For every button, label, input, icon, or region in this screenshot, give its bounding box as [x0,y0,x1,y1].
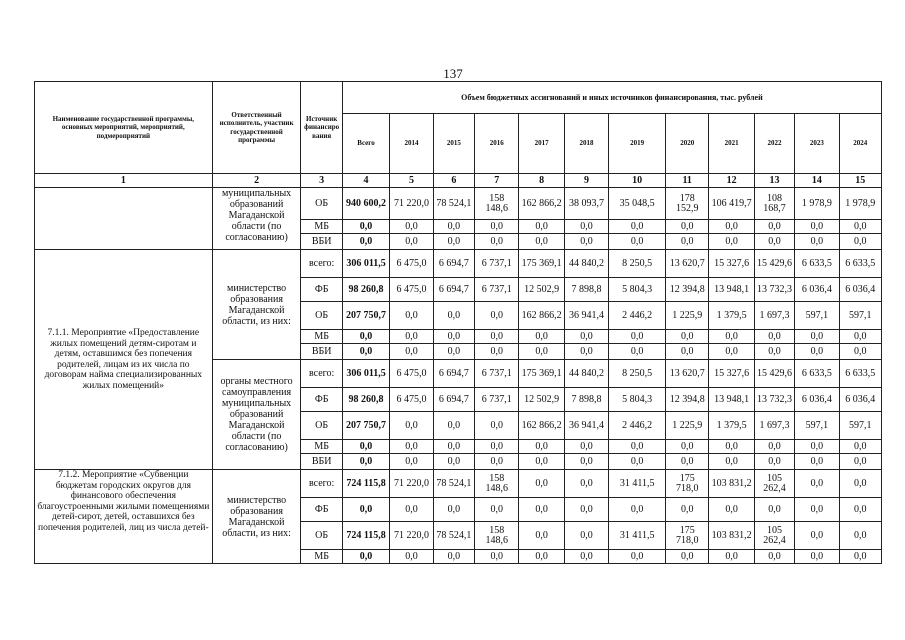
value-year: 0,0 [433,550,474,564]
value-year: 0,0 [474,330,518,344]
value-year: 1 225,9 [666,302,709,330]
value-year: 0,0 [519,330,564,344]
value-year: 15 327,6 [709,360,754,388]
value-year: 0,0 [474,454,518,470]
value-year: 0,0 [564,440,608,454]
value-total: 306 011,5 [342,360,390,388]
value-year: 105 262,4 [754,470,794,498]
value-year: 0,0 [390,412,433,440]
value-year: 6 475,0 [390,388,433,412]
column-number: 11 [666,174,709,188]
value-year: 6 694,7 [433,278,474,302]
table-row [35,188,882,220]
value-total: 207 750,7 [342,412,390,440]
column-number: 15 [839,174,881,188]
value-year: 108 168,7 [754,188,794,220]
value-year: 105 262,4 [754,522,794,550]
measure-name: 7.1.1. Мероприятие «Предоставление жилых помещений детям-сиротам и детям, оставшимся без попечения родителей, лицам из их числа по договорам найма специализированных жилых помещений» [35,250,213,470]
value-total: 98 260,8 [342,388,390,412]
funding-source: ОБ [301,522,342,550]
value-year: 0,0 [754,454,794,470]
value-year: 0,0 [795,234,839,250]
value-year: 0,0 [709,344,754,360]
value-year: 597,1 [795,412,839,440]
value-year: 0,0 [519,344,564,360]
value-year: 0,0 [709,220,754,234]
funding-source: ОБ [301,412,342,440]
value-total: 940 600,2 [342,188,390,220]
value-year: 6 475,0 [390,278,433,302]
funding-source: ВБИ [301,344,342,360]
value-year: 71 220,0 [390,188,433,220]
value-year: 7 898,8 [564,278,608,302]
value-year: 38 093,7 [564,188,608,220]
funding-source: всего: [301,470,342,498]
value-year: 0,0 [609,234,666,250]
value-year: 0,0 [390,498,433,522]
measure-name: 7.1.2. Мероприятие «Субвенции бюджетам городских округов для финансового обеспечения благоустроенными жилыми помещениями детей-сирот, детей, оставшихся без попечения родителей, лиц из числа детей- [35,470,213,564]
value-year: 0,0 [709,498,754,522]
value-total: 0,0 [342,344,390,360]
value-year: 0,0 [754,550,794,564]
value-year: 0,0 [839,470,881,498]
value-year: 0,0 [754,440,794,454]
value-year: 0,0 [609,220,666,234]
value-year: 0,0 [390,440,433,454]
value-total: 0,0 [342,454,390,470]
column-number: 9 [564,174,608,188]
value-year: 0,0 [709,454,754,470]
value-year: 178 152,9 [666,188,709,220]
value-year: 0,0 [839,344,881,360]
value-year: 0,0 [666,550,709,564]
funding-source: всего: [301,360,342,388]
value-year: 6 036,4 [795,388,839,412]
column-number: 13 [754,174,794,188]
value-year: 158 148,6 [474,188,518,220]
header-year: 2024 [839,114,881,174]
value-year: 6 694,7 [433,250,474,278]
value-total: 724 115,8 [342,522,390,550]
value-year: 0,0 [433,234,474,250]
value-year: 5 804,3 [609,278,666,302]
value-year: 0,0 [433,440,474,454]
value-year: 103 831,2 [709,470,754,498]
value-year: 0,0 [666,220,709,234]
header-responsible: Ответственный исполнитель, участник государственной программы [212,82,301,174]
value-year: 0,0 [564,550,608,564]
value-year: 0,0 [754,498,794,522]
column-number: 12 [709,174,754,188]
value-year: 6 475,0 [390,250,433,278]
value-year: 158 148,6 [474,470,518,498]
column-number: 1 [35,174,213,188]
value-year: 0,0 [839,234,881,250]
value-year: 0,0 [519,234,564,250]
value-year: 158 148,6 [474,522,518,550]
header-total: Всего [342,114,390,174]
value-year: 13 948,1 [709,278,754,302]
value-year: 0,0 [839,220,881,234]
value-year: 1 379,5 [709,412,754,440]
value-year: 31 411,5 [609,470,666,498]
value-year: 6 633,5 [839,360,881,388]
column-number-row [35,174,882,188]
value-year: 175 369,1 [519,360,564,388]
column-number: 7 [474,174,518,188]
funding-source: МБ [301,550,342,564]
value-year: 0,0 [433,302,474,330]
value-year: 0,0 [474,344,518,360]
value-year: 0,0 [839,550,881,564]
value-year: 0,0 [795,470,839,498]
value-year: 0,0 [609,550,666,564]
value-year: 0,0 [519,470,564,498]
value-year: 0,0 [666,344,709,360]
value-year: 0,0 [564,344,608,360]
value-year: 0,0 [474,234,518,250]
value-year: 6 737,1 [474,360,518,388]
value-year: 0,0 [839,522,881,550]
value-year: 0,0 [390,330,433,344]
value-total: 0,0 [342,498,390,522]
value-year: 0,0 [839,440,881,454]
value-year: 31 411,5 [609,522,666,550]
value-year: 6 633,5 [795,250,839,278]
value-year: 0,0 [474,550,518,564]
value-year: 6 737,1 [474,250,518,278]
funding-source: МБ [301,220,342,234]
responsible-executor: муниципальных образований Магаданской области (по согласованию) [212,188,301,250]
header-year: 2023 [795,114,839,174]
value-year: 0,0 [609,498,666,522]
table-row [35,470,882,498]
value-year: 0,0 [474,220,518,234]
value-year: 0,0 [609,454,666,470]
header-year: 2019 [609,114,666,174]
header-year: 2016 [474,114,518,174]
value-year: 0,0 [433,412,474,440]
value-year: 1 379,5 [709,302,754,330]
value-year: 0,0 [795,550,839,564]
responsible-executor: министерство образования Магаданской области, из них: [212,250,301,360]
value-total: 306 011,5 [342,250,390,278]
measure-name [35,188,213,250]
value-year: 0,0 [754,220,794,234]
value-year: 0,0 [474,302,518,330]
value-year: 8 250,5 [609,360,666,388]
value-year: 0,0 [609,344,666,360]
value-year: 175 718,0 [666,522,709,550]
funding-source: МБ [301,440,342,454]
value-year: 162 866,2 [519,188,564,220]
value-year: 12 394,8 [666,278,709,302]
header-year: 2017 [519,114,564,174]
funding-source: всего: [301,250,342,278]
value-year: 2 446,2 [609,412,666,440]
funding-source: ФБ [301,498,342,522]
value-year: 0,0 [519,522,564,550]
value-year: 0,0 [666,440,709,454]
value-total: 98 260,8 [342,278,390,302]
value-total: 0,0 [342,550,390,564]
value-year: 44 840,2 [564,250,608,278]
funding-source: ОБ [301,302,342,330]
value-year: 0,0 [564,498,608,522]
value-year: 0,0 [564,470,608,498]
value-total: 724 115,8 [342,470,390,498]
header-row [35,82,882,114]
value-year: 1 225,9 [666,412,709,440]
value-year: 78 524,1 [433,470,474,498]
budget-table [34,81,882,564]
value-year: 0,0 [564,330,608,344]
column-number: 8 [519,174,564,188]
value-year: 1 697,3 [754,302,794,330]
column-number: 2 [212,174,301,188]
header-source: Источник финансирования [301,82,342,174]
value-year: 0,0 [474,498,518,522]
header-volume: Объем бюджетных ассигнований и иных источников финансирования, тыс. рублей [342,82,881,114]
value-year: 6 694,7 [433,388,474,412]
value-year: 0,0 [839,498,881,522]
column-number: 6 [433,174,474,188]
value-year: 0,0 [609,440,666,454]
value-year: 12 502,9 [519,278,564,302]
header-year: 2022 [754,114,794,174]
value-year: 2 446,2 [609,302,666,330]
value-year: 8 250,5 [609,250,666,278]
value-year: 0,0 [433,330,474,344]
funding-source: ВБИ [301,454,342,470]
header-year: 2020 [666,114,709,174]
value-year: 0,0 [666,454,709,470]
value-year: 13 732,3 [754,278,794,302]
page-number: 137 [443,66,463,81]
value-year: 78 524,1 [433,522,474,550]
value-year: 175 369,1 [519,250,564,278]
funding-source: МБ [301,330,342,344]
column-number: 10 [609,174,666,188]
value-year: 36 941,4 [564,302,608,330]
value-year: 13 620,7 [666,250,709,278]
header-year: 2021 [709,114,754,174]
value-year: 162 866,2 [519,412,564,440]
value-year: 6 036,4 [839,388,881,412]
value-year: 0,0 [433,344,474,360]
value-year: 0,0 [709,234,754,250]
value-year: 0,0 [795,522,839,550]
value-total: 0,0 [342,220,390,234]
value-year: 0,0 [564,234,608,250]
value-year: 0,0 [564,522,608,550]
value-year: 0,0 [709,330,754,344]
funding-source: ВБИ [301,234,342,250]
value-year: 0,0 [390,302,433,330]
header-year: 2018 [564,114,608,174]
value-year: 0,0 [666,330,709,344]
value-year: 0,0 [795,220,839,234]
responsible-executor: министерство образования Магаданской области, из них: [212,470,301,564]
header-year: 2015 [433,114,474,174]
value-year: 5 804,3 [609,388,666,412]
responsible-executor: органы местного самоуправления муниципальных образований Магаданской области (по согласованию) [212,360,301,470]
column-number: 3 [301,174,342,188]
column-number: 14 [795,174,839,188]
value-year: 1 697,3 [754,412,794,440]
value-year: 0,0 [795,498,839,522]
value-year: 71 220,0 [390,522,433,550]
value-year: 106 419,7 [709,188,754,220]
value-year: 0,0 [519,220,564,234]
value-year: 0,0 [390,454,433,470]
value-year: 71 220,0 [390,470,433,498]
value-year: 0,0 [433,498,474,522]
value-year: 0,0 [795,330,839,344]
value-year: 0,0 [839,454,881,470]
value-year: 0,0 [609,330,666,344]
funding-source: ФБ [301,388,342,412]
value-year: 13 732,3 [754,388,794,412]
value-year: 35 048,5 [609,188,666,220]
funding-source: ФБ [301,278,342,302]
value-year: 0,0 [519,454,564,470]
table-row [35,250,882,278]
value-year: 6 633,5 [839,250,881,278]
value-year: 597,1 [795,302,839,330]
header-year: 2014 [390,114,433,174]
value-year: 6 694,7 [433,360,474,388]
value-year: 175 718,0 [666,470,709,498]
value-year: 6 475,0 [390,360,433,388]
value-year: 12 502,9 [519,388,564,412]
value-year: 597,1 [839,412,881,440]
value-year: 15 429,6 [754,360,794,388]
value-total: 0,0 [342,440,390,454]
value-year: 0,0 [390,550,433,564]
value-year: 78 524,1 [433,188,474,220]
value-year: 12 394,8 [666,388,709,412]
value-year: 0,0 [795,440,839,454]
value-year: 13 620,7 [666,360,709,388]
value-year: 162 866,2 [519,302,564,330]
value-year: 1 978,9 [839,188,881,220]
value-year: 0,0 [474,440,518,454]
value-year: 0,0 [474,412,518,440]
value-year: 0,0 [795,344,839,360]
value-year: 0,0 [390,234,433,250]
value-year: 0,0 [564,454,608,470]
value-year: 15 327,6 [709,250,754,278]
header-name: Наименование государственной программы, основных мероприятий, мероприятий, подмероприятий [35,82,213,174]
value-year: 103 831,2 [709,522,754,550]
value-year: 0,0 [754,330,794,344]
value-year: 0,0 [709,440,754,454]
value-total: 0,0 [342,234,390,250]
value-year: 0,0 [519,440,564,454]
column-number: 5 [390,174,433,188]
value-year: 0,0 [390,220,433,234]
value-year: 0,0 [564,220,608,234]
value-year: 0,0 [666,498,709,522]
value-year: 0,0 [754,234,794,250]
value-year: 0,0 [519,498,564,522]
value-year: 6 036,4 [795,278,839,302]
value-year: 0,0 [433,454,474,470]
value-year: 36 941,4 [564,412,608,440]
value-year: 0,0 [666,234,709,250]
value-year: 6 036,4 [839,278,881,302]
value-year: 0,0 [709,550,754,564]
value-total: 0,0 [342,330,390,344]
column-number: 4 [342,174,390,188]
value-year: 597,1 [839,302,881,330]
value-year: 0,0 [519,550,564,564]
value-year: 0,0 [839,330,881,344]
value-total: 207 750,7 [342,302,390,330]
value-year: 0,0 [795,454,839,470]
value-year: 6 737,1 [474,278,518,302]
budget-table-wrapper [34,81,882,571]
value-year: 7 898,8 [564,388,608,412]
funding-source: ОБ [301,188,342,220]
value-year: 13 948,1 [709,388,754,412]
value-year: 44 840,2 [564,360,608,388]
value-year: 6 633,5 [795,360,839,388]
value-year: 15 429,6 [754,250,794,278]
value-year: 0,0 [754,344,794,360]
value-year: 0,0 [433,220,474,234]
value-year: 0,0 [390,344,433,360]
value-year: 6 737,1 [474,388,518,412]
value-year: 1 978,9 [795,188,839,220]
